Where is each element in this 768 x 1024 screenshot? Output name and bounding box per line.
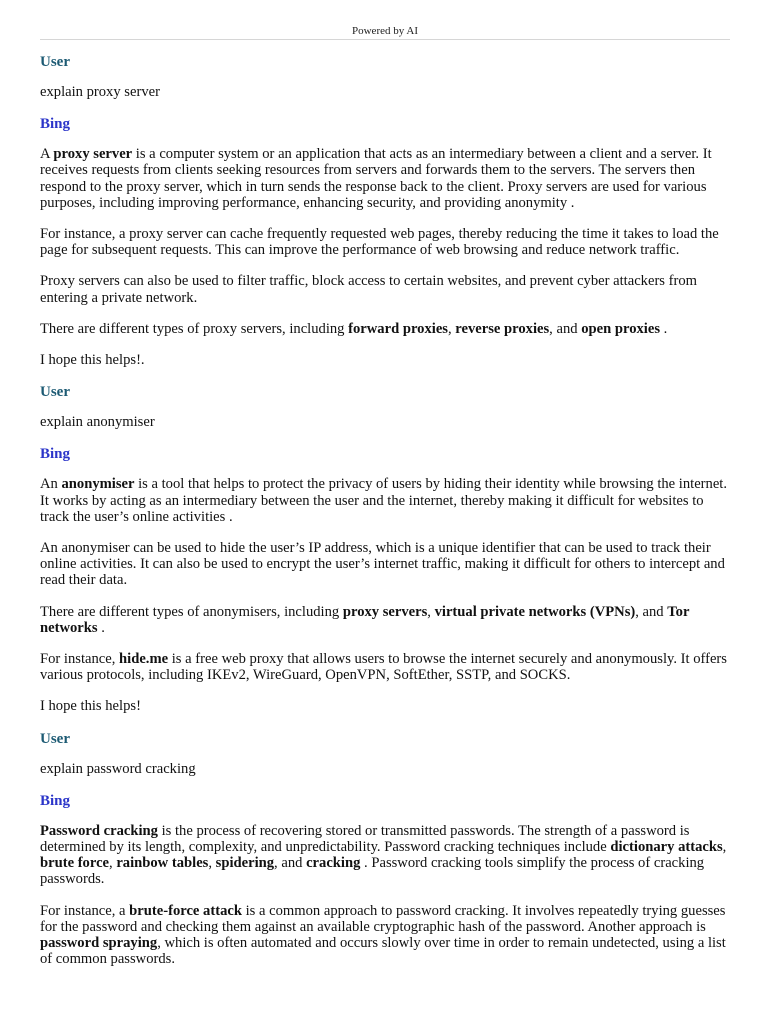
bold-term: cracking [306,855,361,872]
user-message [40,730,730,792]
bold-term: password spraying [40,935,158,952]
text-run: . [97,619,105,636]
message-paragraph [40,321,730,337]
bold-term: forward proxies [348,320,448,337]
message-paragraph [40,604,730,636]
text-run: , [722,839,727,856]
text-run: , [208,855,216,872]
text-run: explain password cracking [40,760,196,777]
message-paragraph [40,146,730,211]
header-divider [40,39,730,40]
user-speaker-label: User [40,54,70,70]
bold-term: proxy servers [342,603,428,620]
message-paragraph [40,761,730,777]
text-run: explain anonymiser [40,414,155,431]
bot-message [40,792,730,983]
text-run: For instance, [40,651,120,668]
user-message [40,53,730,115]
bold-term: open proxies [581,320,660,337]
bold-term: Password cracking [40,822,158,839]
text-run: is a tool that helps to protect the privacy of users by hiding their identity while browsing the internet. It works by acting as an intermediary between the user and the internet, thereby making it difficult for websites to track the user’s online activities . [40,476,728,525]
message-paragraph [40,540,730,589]
text-run: An anonymiser can be used to hide the user’s IP address, which is a unique identifier that can be used to track their online activities. It can also be used to encrypt the user’s internet traffic, making it difficult for others to intercept and read their data. [40,540,725,589]
conversation-transcript [40,53,730,983]
message-paragraph [40,414,730,430]
bold-term: spidering [215,855,275,872]
message-paragraph [40,698,730,714]
text-run: Proxy servers can also be used to filter traffic, block access to certain websites, and prevent cyber attackers from entering a private network. [40,273,698,306]
text-run: is a common approach to password cracking. It involves repeatedly trying guesses for the password and checking them against an available cryptographic hash of the password. Another approach is [40,902,726,935]
bold-term: brute force [40,855,110,872]
text-run: explain proxy server [40,84,160,100]
bold-term: hide.me [119,651,169,668]
message-paragraph [40,273,730,305]
bold-term: brute-force attack [129,902,242,919]
text-run: , which is often automated and occurs slowly over time in order to remain undetected, using a list of common passwords. [40,935,726,968]
text-run: , and [274,855,307,872]
bold-term: rainbow tables [116,855,209,872]
message-paragraph [40,84,730,100]
bot-speaker-label: Bing [40,446,71,463]
text-run: , and [549,320,582,337]
text-run: is a computer system or an application that acts as an intermediary between a client and a server. It receives requests from clients seeking resources from servers and forwards them to the servers. The servers then respond to the proxy server, which in turn sends the response back to the client. Proxy servers are used for various purposes, including improving performance, enhancing security, and providing anonymity . [40,146,712,211]
message-paragraph [40,476,730,525]
message-paragraph [40,903,730,968]
bold-term: dictionary attacks [610,839,723,856]
user-speaker-label: User [40,730,70,747]
text-run: . [660,320,668,337]
text-run: There are different types of anonymisers, including [40,603,343,620]
text-run: An [40,476,62,493]
text-run: I hope this helps!. [40,352,145,369]
message-paragraph [40,651,730,683]
message-paragraph [40,226,730,258]
user-speaker-label: User [40,384,70,401]
message-paragraph [40,823,730,888]
text-run: is a free web proxy that allows users to browse the internet securely and anonymously. It offers various protocols, including IKEv2, WireGuard, OpenVPN, SoftEther, SSTP, and SOCKS. [40,651,727,684]
text-run: , and [635,603,668,620]
text-run: , [427,603,435,620]
bold-term: Tor networks [40,603,690,636]
bot-speaker-label: Bing [40,116,71,133]
text-run: For instance, a [40,902,130,919]
bold-term: virtual private networks (VPNs) [434,603,636,620]
message-paragraph [40,352,730,368]
page-header: Powered by AI [352,25,418,37]
bot-speaker-label: Bing [40,792,71,809]
text-run: I hope this helps! [40,698,141,715]
text-run: is the process of recovering stored or transmitted passwords. The strength of a password is determined by its length, complexity, and unpredictability. Password cracking techniques include [40,822,690,856]
bold-term: reverse proxies [455,320,550,337]
text-run: , [109,855,117,872]
bot-message [40,445,730,729]
text-run: For instance, a proxy server can cache frequently requested web pages, thereby reducing the time it takes to load the page for subsequent requests. This can improve the performance of web browsing and reduce network traffic. [40,226,719,259]
user-message [40,383,730,445]
text-run: A [40,146,54,163]
bold-term: anonymiser [61,476,135,493]
bot-message [40,115,730,383]
text-run: , [447,320,456,337]
text-run: There are different types of proxy servers, including [40,320,349,337]
text-run: . Password cracking tools simplify the process of cracking passwords. [40,855,705,888]
bold-term: proxy server [53,146,133,163]
